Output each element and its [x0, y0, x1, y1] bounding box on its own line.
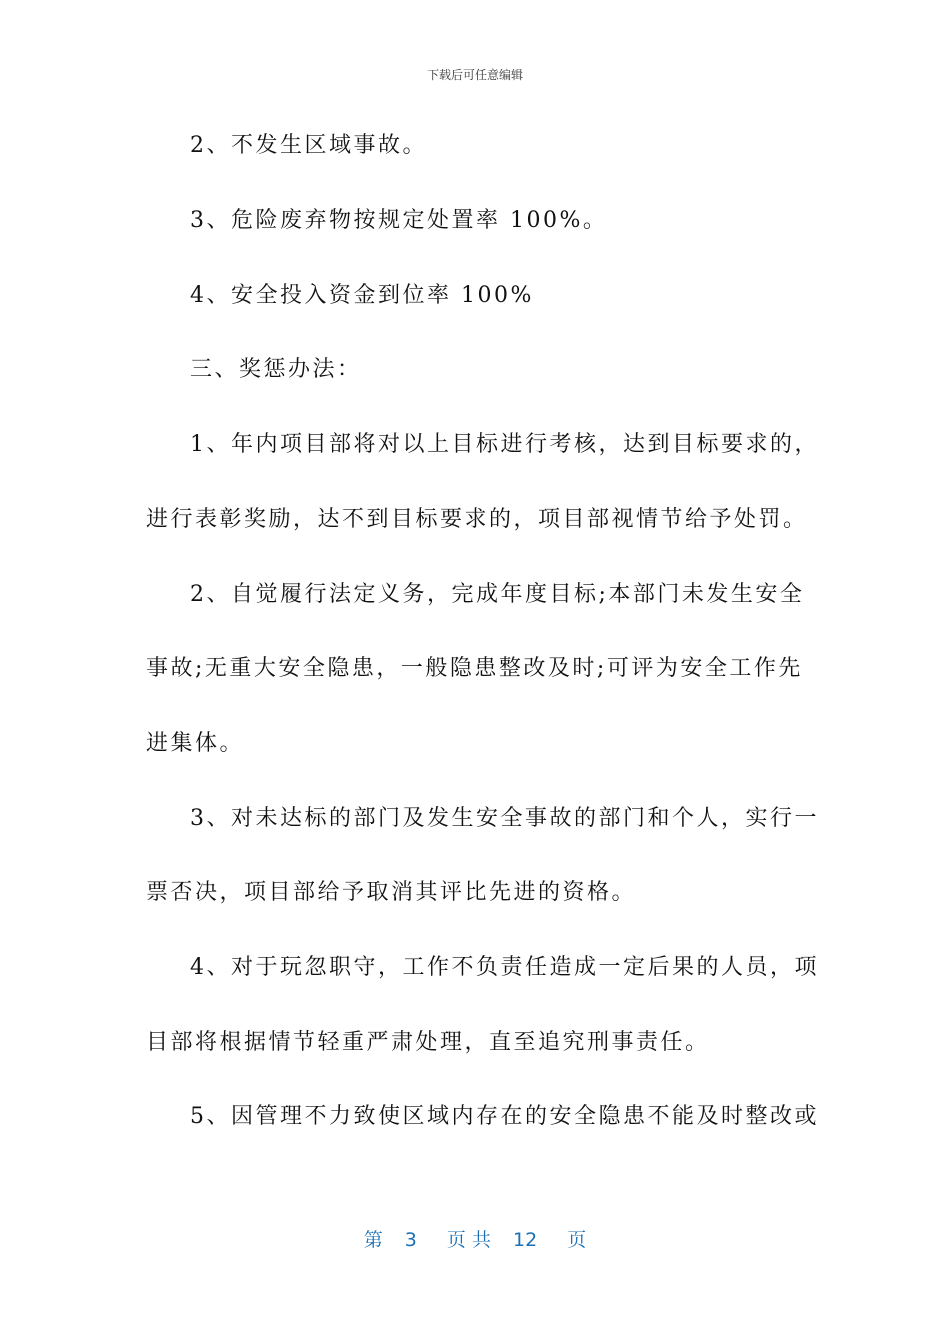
paragraph-line: 目部将根据情节轻重严肃处理，直至追究刑事责任。: [146, 1030, 710, 1055]
paragraph-line: 4、安全投入资金到位率 100%: [190, 283, 534, 308]
paragraph-line: 2、自觉履行法定义务，完成年度目标;本部门未发生安全: [190, 582, 805, 607]
page-header: 下载后可任意编辑: [426, 68, 523, 82]
paragraph-line: 票否决，项目部给予取消其评比先进的资格。: [146, 880, 637, 905]
paragraph-line: 1、年内项目部将对以上目标进行考核，达到目标要求的，: [190, 432, 819, 457]
paragraph-line: 3、对未达标的部门及发生安全事故的部门和个人，实行一: [190, 806, 819, 831]
total-pages-number: 12: [513, 1229, 538, 1251]
paragraph-line: 进行表彰奖励，达不到目标要求的，项目部视情节给予处罚。: [146, 507, 808, 532]
current-page-number: 3: [404, 1229, 417, 1251]
paragraph-line: 4、对于玩忽职守，工作不负责任造成一定后果的人员，项: [190, 955, 819, 980]
paragraph-line: 2、不发生区域事故。: [190, 133, 427, 158]
footer-middle: 页 共: [446, 1229, 491, 1251]
paragraph-line: 事故;无重大安全隐患，一般隐患整改及时;可评为安全工作先: [146, 656, 803, 681]
section-heading: 三、奖惩办法：: [190, 357, 362, 382]
paragraph-line: 5、因管理不力致使区域内存在的安全隐患不能及时整改或: [190, 1104, 819, 1129]
paragraph-line: 进集体。: [146, 731, 245, 756]
paragraph-line: 3、危险废弃物按规定处置率 100%。: [190, 208, 608, 233]
footer-prefix: 第: [363, 1229, 383, 1251]
footer-suffix: 页: [567, 1229, 587, 1251]
page-footer: [0, 1225, 950, 1252]
